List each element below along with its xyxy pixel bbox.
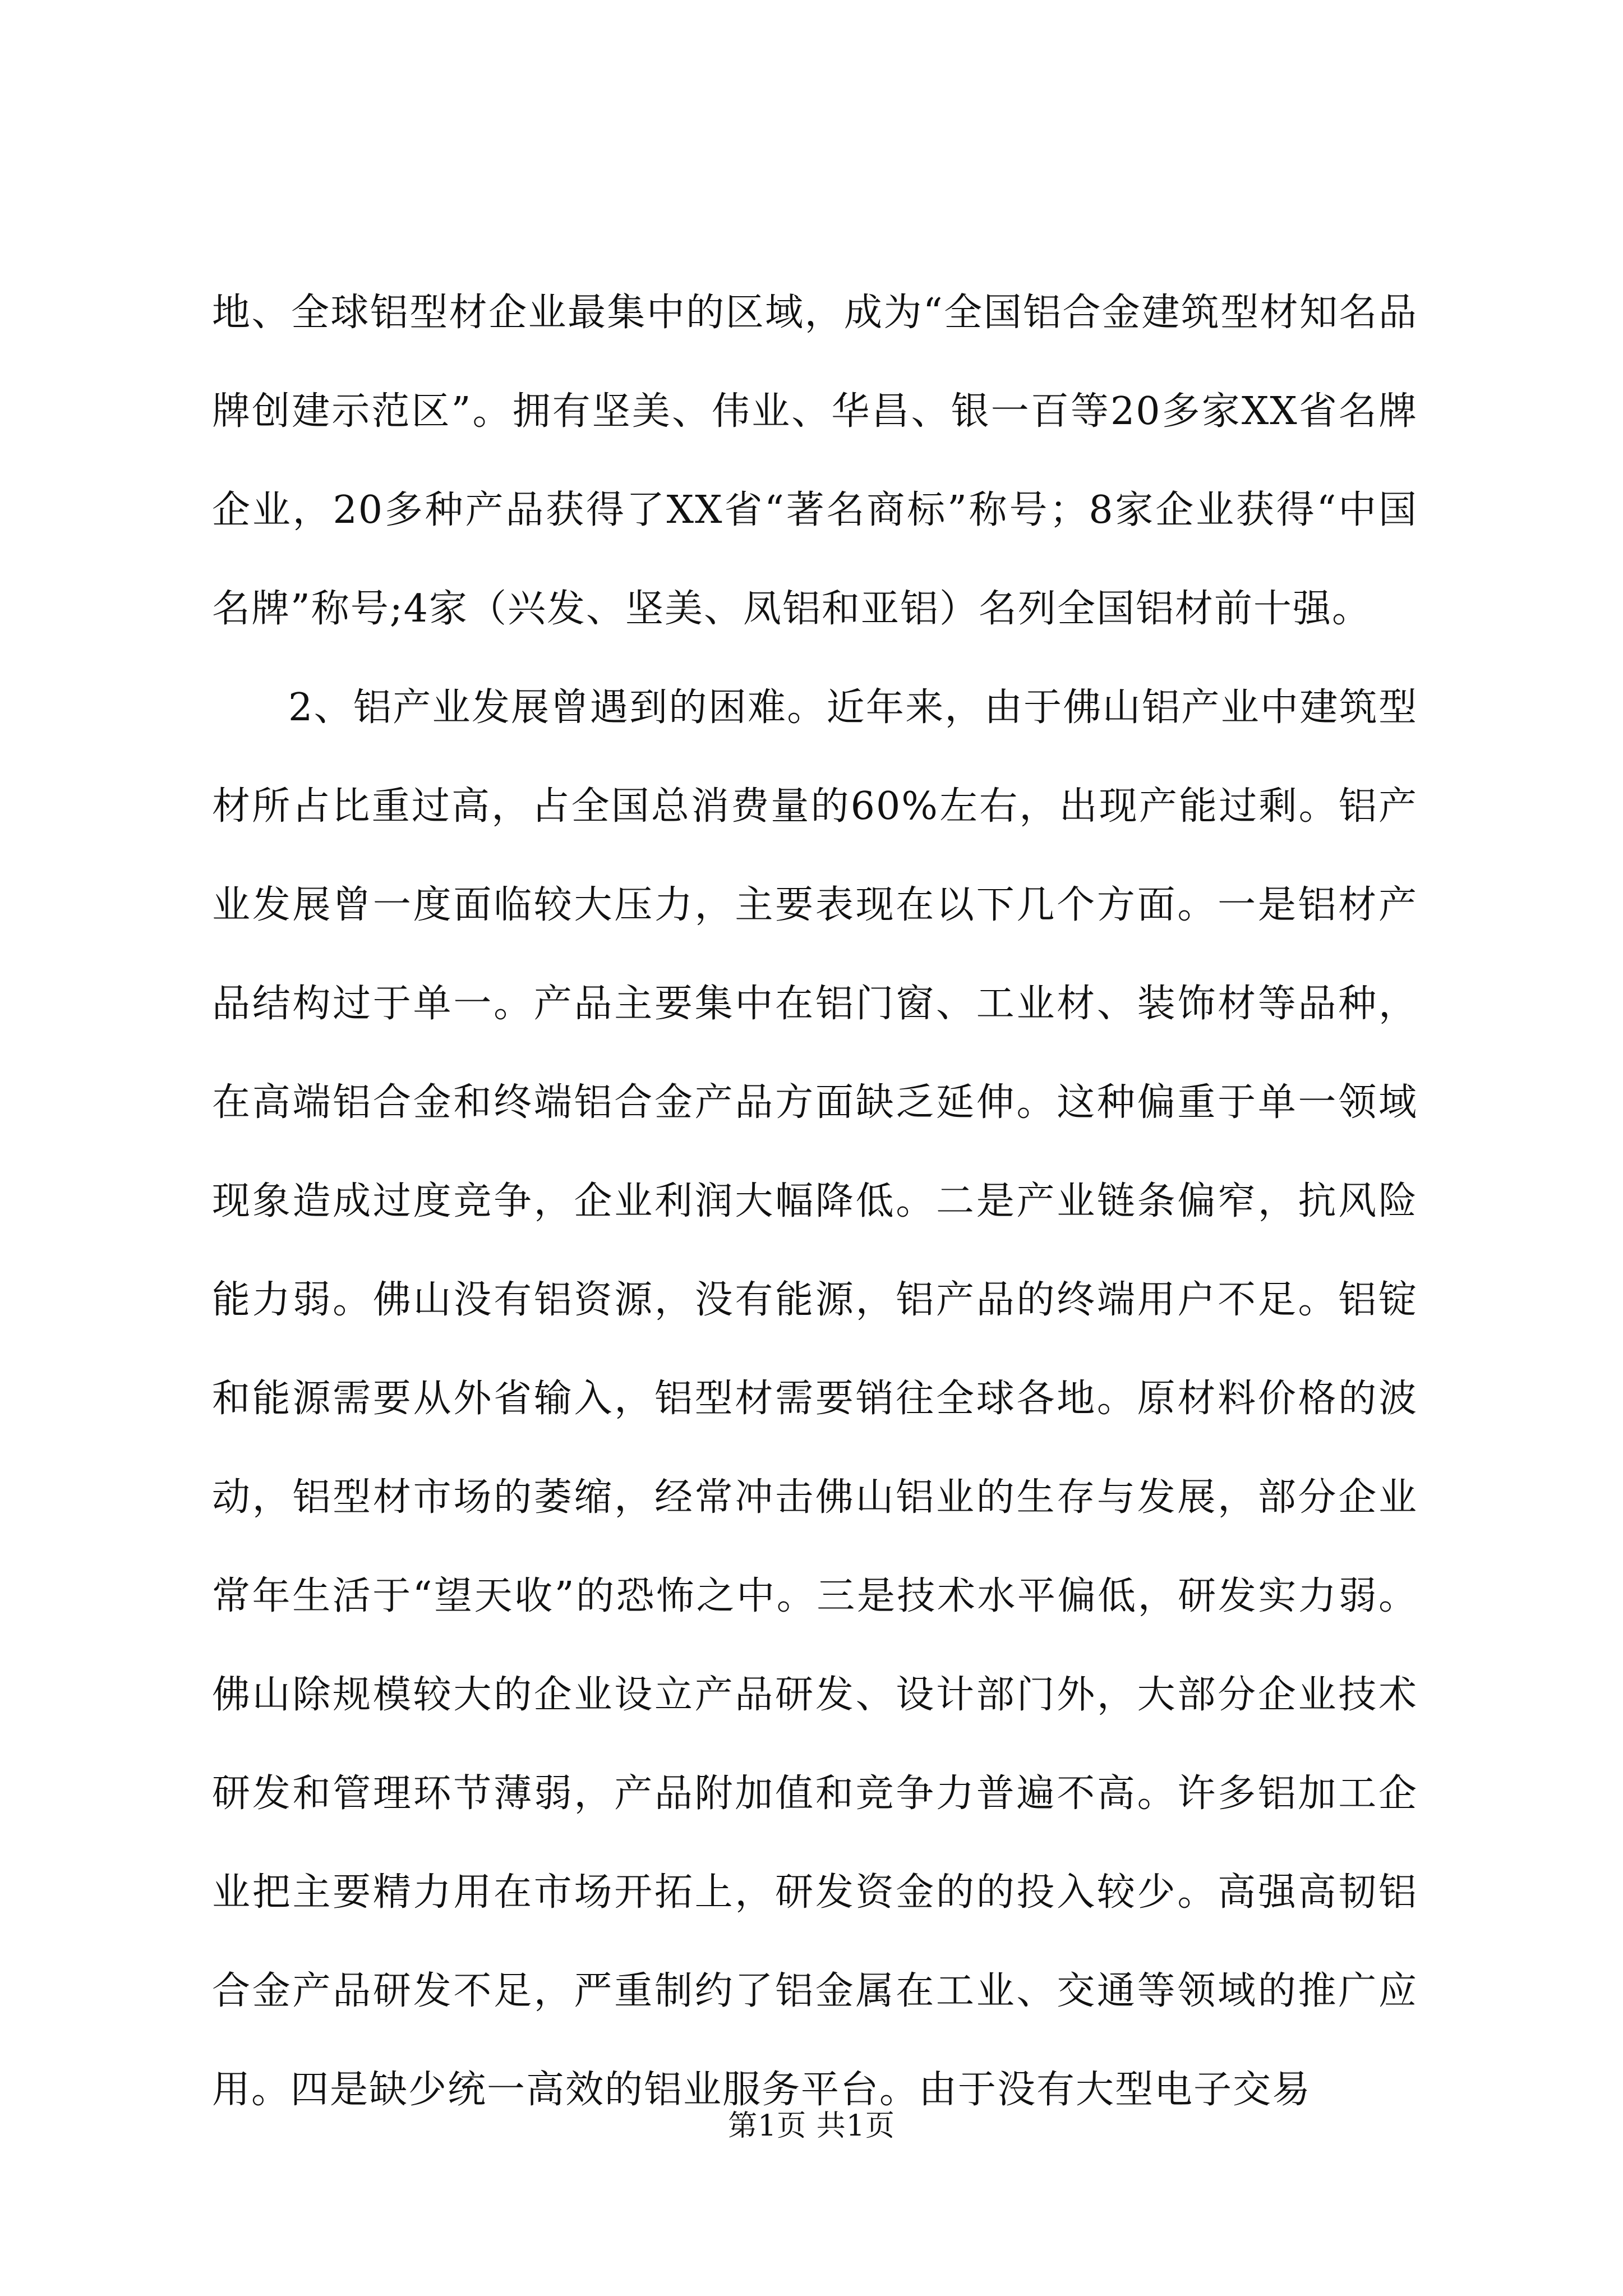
paragraph-aluminum-difficulties: 2、铝产业发展曾遇到的困难。近年来，由于佛山铝产业中建筑型材所占比重过高，占全国总消费量的60%左右，出现产能过剩。铝产业发展曾一度面临较大压力，主要表现在以下几个方面。一是铝材产品结构过于单一。产品主要集中在铝门窗、工业材、装饰材等品种，在高端铝合金和终端铝合金产品方面缺乏延伸。这种偏重于单一领域现象造成过度竞争，企业利润大幅降低。二是产业链条偏窄，抗风险能力弱。佛山没有铝资源，没有能源，铝产品的终端用户不足。铝锭和能源需要从外省输入，铝型材需要销往全球各地。原材料价格的波动，铝型材市场的萎缩，经常冲击佛山铝业的生存与发展，部分企业常年生活于“望天收”的恐怖之中。三是技术水平偏低，研发实力弱。佛山除规模较大的企业设立产品研发、设计部门外，大部分企业技术研发和管理环节薄弱，产品附加值和竞争力普遍不高。许多铝加工企业把主要精力用在市场开拓上，研发资金的的投入较少。高强高韧铝合金产品研发不足，严重制约了铝金属在工业、交通等领域的推广应用。四是缺少统一高效的铝业服务平台。由于没有大型电子交易 [212,685,1418,2112]
document-body [212,264,1418,2139]
paragraph-continuation: 地、全球铝型材企业最集中的区域，成为“全国铝合金建筑型材知名品牌创建示范区”。拥有坚美、伟业、华昌、银一百等20多家XX省名牌企业，20多种产品获得了XX省“著名商标”称号；8家企业获得“中国名牌”称号;4家（兴发、坚美、凤铝和亚铝）名列全国铝材前十强。 [212,291,1418,631]
page-footer: 第1页 共1页 [728,2109,895,2143]
